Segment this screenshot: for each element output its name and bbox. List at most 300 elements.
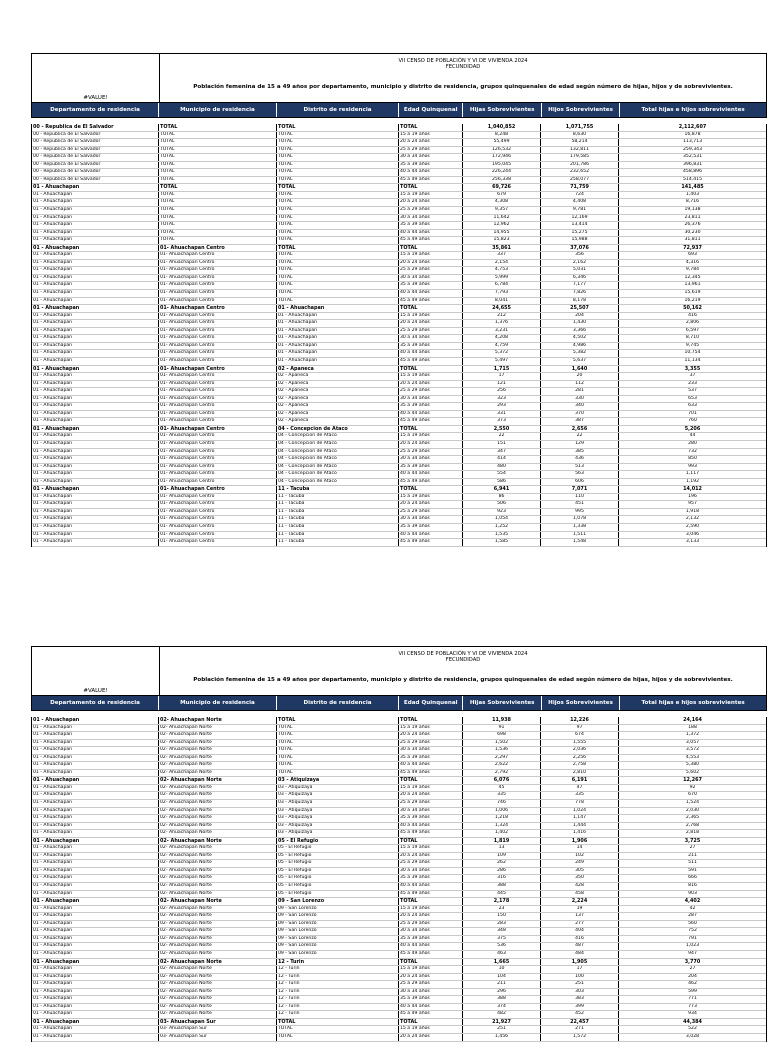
cell-total: 2,590 (685, 523, 700, 529)
cell-departamento: 01 - Ahuachapan (32, 494, 159, 501)
cell-edad: 30 a 34 años (399, 989, 463, 996)
cell-hijos: 12,169 (541, 215, 619, 222)
corner-value: #VALUE! (83, 688, 108, 694)
cell-departamento: 01 - Ahuachapan (32, 838, 159, 845)
table-row (32, 433, 766, 441)
cell-total: 816 (688, 883, 697, 889)
cell-departamento: 01 - Ahuachapan (32, 396, 159, 403)
cell-municipio: 01- Ahuachapan Centro (159, 343, 277, 350)
column-header-hijos: Hijos Sobrevivientes (542, 696, 620, 710)
column-header-hijas: Hijas Sobrevivientes (463, 696, 541, 710)
cell-departamento: 01 - Ahuachapan (32, 1019, 159, 1026)
cell-departamento: 01 - Ahuachapan (32, 305, 159, 312)
cell-municipio: 02- Ahuachapan Norte (159, 725, 277, 732)
table-row (32, 936, 766, 944)
cell-hijas: 21,927 (463, 1019, 541, 1026)
column-header-departamento: Departamento de residencia (32, 103, 159, 117)
cell-hijos: 387 (541, 418, 619, 425)
cell-municipio: TOTAL (159, 222, 277, 229)
table-row (32, 162, 766, 170)
cell-hijas: 1,376 (463, 320, 541, 327)
table-row (32, 260, 766, 268)
cell-hijas: 3,231 (463, 328, 541, 335)
cell-hijos: 19 (541, 906, 619, 913)
cell-hijos: 1,444 (541, 823, 619, 830)
cell-municipio: 02- Ahuachapan Norte (159, 830, 277, 837)
cell-hijas: 17 (463, 373, 541, 380)
cell-distrito: 11 - Tacuba (277, 516, 399, 523)
cell-hijas: 2,622 (463, 762, 541, 769)
cell-departamento: 01 - Ahuachapan (32, 747, 159, 754)
cell-hijos: 2,256 (541, 755, 619, 762)
cell-distrito: 11 - Tacuba (277, 532, 399, 539)
cell-distrito: 03 - Atiquizaya (277, 808, 399, 815)
cell-departamento: 01 - Ahuachapan (32, 313, 159, 320)
cell-hijos: 271 (541, 1026, 619, 1033)
cell-municipio: 02- Ahuachapan Norte (159, 717, 277, 724)
table-row (32, 494, 766, 502)
cell-edad: TOTAL (399, 838, 463, 845)
cell-edad: TOTAL (399, 245, 463, 252)
cell-hijas: 226,244 (463, 169, 541, 176)
cell-municipio: 02- Ahuachapan Norte (159, 792, 277, 799)
cell-total: 3,725 (684, 837, 701, 844)
cell-hijos: 385 (541, 449, 619, 456)
cell-municipio: 02- Ahuachapan Norte (159, 1004, 277, 1011)
cell-distrito: TOTAL (277, 230, 399, 237)
cell-total: 1,372 (685, 732, 700, 738)
cell-distrito: TOTAL (277, 1026, 399, 1033)
cell-municipio: TOTAL (159, 230, 277, 237)
cell-departamento: 00 - Republica de El Salvador (32, 124, 159, 131)
cell-total: 3,028 (685, 1033, 700, 1039)
cell-hijos: 58,214 (541, 139, 619, 146)
cell-total: 37 (689, 373, 696, 379)
cell-edad: 15 a 19 años (399, 1026, 463, 1033)
cell-hijos: 37,076 (541, 245, 619, 252)
cell-departamento: 01 - Ahuachapan (32, 959, 159, 966)
cell-total: 15,619 (684, 290, 701, 296)
cell-municipio: 02- Ahuachapan Norte (159, 747, 277, 754)
cell-municipio: 01- Ahuachapan Centro (159, 252, 277, 259)
cell-total: 8,716 (685, 199, 700, 205)
cell-total: 666 (688, 875, 697, 881)
cell-total: 2,818 (685, 830, 700, 836)
cell-distrito: 12 - Turin (277, 981, 399, 988)
cell-edad: 25 a 29 años (399, 267, 463, 274)
cell-edad: 25 a 29 años (399, 921, 463, 928)
cell-total: 2,030 (685, 807, 700, 813)
cell-total: 1,023 (685, 943, 700, 949)
table-row (32, 800, 766, 808)
cell-hijas: 126,532 (463, 147, 541, 154)
cell-departamento: 01 - Ahuachapan (32, 358, 159, 365)
cell-distrito: 01 - Ahuachapan (277, 320, 399, 327)
cell-total: 19,138 (684, 207, 701, 213)
cell-municipio: 02- Ahuachapan Norte (159, 755, 277, 762)
cell-total: 1,117 (685, 471, 700, 477)
cell-hijas: 1,585 (463, 539, 541, 546)
cell-hijas: 2,178 (463, 898, 541, 905)
table-subtotal-row (32, 1019, 766, 1027)
cell-edad: 45 a 49 años (399, 479, 463, 486)
cell-departamento: 01 - Ahuachapan (32, 350, 159, 357)
cell-municipio: 01- Ahuachapan Centro (159, 449, 277, 456)
cell-distrito: TOTAL (277, 215, 399, 222)
cell-hijas: 746 (463, 800, 541, 807)
cell-hijos: 1,548 (541, 539, 619, 546)
cell-total: 24,164 (683, 717, 702, 723)
cell-distrito: 11 - Tacuba (277, 509, 399, 516)
column-header-distrito: Distrito de residencia (277, 696, 399, 710)
cell-departamento: 01 - Ahuachapan (32, 898, 159, 905)
cell-municipio: 02- Ahuachapan Norte (159, 777, 277, 784)
cell-edad: 15 a 19 años (399, 373, 463, 380)
cell-hijas: 2,550 (463, 426, 541, 433)
cell-hijos: 15,988 (541, 237, 619, 244)
cell-total: 287 (688, 913, 697, 919)
cell-hijos: 428 (541, 883, 619, 890)
cell-distrito: 03 - Atiquizaya (277, 823, 399, 830)
cell-edad: 45 a 49 años (399, 830, 463, 837)
table-row (32, 358, 766, 366)
table-row (32, 951, 766, 959)
cell-edad: 20 a 24 años (399, 501, 463, 508)
cell-hijas: 316 (463, 875, 541, 882)
cell-municipio: 02- Ahuachapan Norte (159, 913, 277, 920)
cell-departamento: 01 - Ahuachapan (32, 981, 159, 988)
cell-municipio: 01- Ahuachapan Centro (159, 388, 277, 395)
cell-departamento: 01 - Ahuachapan (32, 830, 159, 837)
cell-municipio: 02- Ahuachapan Norte (159, 906, 277, 913)
cell-municipio: 02- Ahuachapan Norte (159, 921, 277, 928)
cell-distrito: 03 - Atiquizaya (277, 777, 399, 784)
cell-hijos: 14 (541, 845, 619, 852)
table-row (32, 875, 766, 883)
cell-municipio: 01- Ahuachapan Centro (159, 418, 277, 425)
cell-hijos: 513 (541, 464, 619, 471)
cell-edad: 40 a 44 años (399, 471, 463, 478)
cell-hijos: 232,652 (541, 169, 619, 176)
cell-municipio: 01- Ahuachapan Centro (159, 335, 277, 342)
cell-hijos: 204 (541, 313, 619, 320)
cell-hijas: 554 (463, 471, 541, 478)
table-row (32, 808, 766, 816)
cell-municipio: 02- Ahuachapan Norte (159, 868, 277, 875)
cell-departamento: 01 - Ahuachapan (32, 762, 159, 769)
cell-departamento: 01 - Ahuachapan (32, 845, 159, 852)
cell-total: 396,831 (683, 161, 702, 167)
cell-hijos: 340 (541, 403, 619, 410)
table-subtotal-row (32, 898, 766, 906)
cell-hijas: 8,248 (463, 132, 541, 139)
cell-hijas: 586 (463, 479, 541, 486)
cell-edad: 20 a 24 años (399, 320, 463, 327)
cell-hijos: 7,826 (541, 290, 619, 297)
cell-departamento: 01 - Ahuachapan (32, 974, 159, 981)
table-row (32, 815, 766, 823)
cell-edad: 35 a 39 años (399, 222, 463, 229)
corner-value: #VALUE! (83, 95, 108, 101)
cell-total: 10,754 (684, 350, 701, 356)
cell-municipio: 01- Ahuachapan Centro (159, 350, 277, 357)
cell-distrito: TOTAL (277, 755, 399, 762)
cell-distrito: TOTAL (277, 762, 399, 769)
cell-edad: 40 a 44 años (399, 169, 463, 176)
cell-edad: 25 a 29 años (399, 449, 463, 456)
cell-distrito: TOTAL (277, 1019, 399, 1026)
cell-municipio: 02- Ahuachapan Norte (159, 974, 277, 981)
cell-municipio: 01- Ahuachapan Centro (159, 524, 277, 531)
table-row (32, 403, 766, 411)
cell-edad: 30 a 34 años (399, 868, 463, 875)
cell-distrito: 04 - Concepcion de Ataco (277, 464, 399, 471)
cell-hijos: 132,811 (541, 147, 619, 154)
cell-total: 12,345 (684, 274, 701, 280)
cell-hijas: 4,759 (463, 343, 541, 350)
cell-hijos: 9,781 (541, 207, 619, 214)
cell-edad: 30 a 34 años (399, 808, 463, 815)
cell-total: 771 (688, 996, 697, 1002)
column-header-hijas: Hijas Sobrevivientes (463, 103, 541, 117)
cell-total: 8,710 (685, 335, 700, 341)
cell-edad: 30 a 34 años (399, 747, 463, 754)
table-sheet-1 (31, 53, 767, 547)
column-header-total: Total hijas e hijos sobrevivientes (641, 107, 745, 113)
cell-total: 3,046 (685, 531, 700, 537)
cell-hijas: 335 (463, 792, 541, 799)
table-row (32, 732, 766, 740)
table-row (32, 282, 766, 290)
cell-hijos: 17 (541, 966, 619, 973)
table-row (32, 320, 766, 328)
cell-hijas: 4,208 (463, 335, 541, 342)
cell-hijos: 110 (541, 494, 619, 501)
cell-hijas: 9,357 (463, 207, 541, 214)
table-body (31, 717, 767, 1042)
column-header-total: Total hijas e hijos sobrevivientes (641, 700, 745, 706)
cell-municipio: TOTAL (159, 139, 277, 146)
cell-municipio: 01- Ahuachapan Centro (159, 313, 277, 320)
cell-hijas: 698 (463, 732, 541, 739)
cell-edad: 35 a 39 años (399, 464, 463, 471)
cell-edad: 45 a 49 años (399, 298, 463, 305)
cell-distrito: TOTAL (277, 717, 399, 724)
cell-total: 12,267 (683, 777, 702, 784)
column-header-edad: Edad Quinquenal (399, 696, 463, 710)
table-row (32, 464, 766, 472)
cell-total: 560 (688, 920, 697, 926)
cell-hijas: 463 (463, 951, 541, 958)
cell-hijos: 330 (541, 396, 619, 403)
cell-total: 462 (688, 981, 697, 987)
cell-hijas: 212 (463, 313, 541, 320)
cell-distrito: 09 - San Lorenzo (277, 898, 399, 905)
table-sheet-2 (31, 646, 767, 1042)
cell-hijos: 3,366 (541, 328, 619, 335)
table-row (32, 966, 766, 974)
cell-edad: 40 a 44 años (399, 350, 463, 357)
cell-departamento: 01 - Ahuachapan (32, 252, 159, 259)
cell-municipio: 01- Ahuachapan Centro (159, 381, 277, 388)
table-subtotal-row (32, 486, 766, 494)
cell-hijos: 71,759 (541, 184, 619, 191)
cell-edad: 45 a 49 años (399, 951, 463, 958)
cell-hijas: 506 (463, 501, 541, 508)
table-row (32, 335, 766, 343)
cell-municipio: 02- Ahuachapan Norte (159, 732, 277, 739)
cell-edad: TOTAL (399, 1019, 463, 1026)
cell-departamento: 01 - Ahuachapan (32, 343, 159, 350)
cell-municipio: 02- Ahuachapan Norte (159, 928, 277, 935)
cell-total: 16,878 (684, 131, 701, 137)
cell-distrito: TOTAL (277, 139, 399, 146)
cell-total: 1,918 (685, 508, 700, 514)
cell-total: 92 (689, 784, 696, 790)
table-subtotal-row (32, 184, 766, 192)
cell-hijos: 277 (541, 921, 619, 928)
cell-hijas: 1,218 (463, 815, 541, 822)
cell-departamento: 01 - Ahuachapan (32, 403, 159, 410)
cell-hijas: 55,499 (463, 139, 541, 146)
cell-total: 653 (688, 395, 697, 401)
table-row (32, 996, 766, 1004)
cell-hijas: 251 (463, 1026, 541, 1033)
cell-distrito: 05 - El Refugio (277, 891, 399, 898)
cell-distrito: 02 - Apaneca (277, 381, 399, 388)
cell-distrito: TOTAL (277, 184, 399, 191)
cell-distrito: TOTAL (277, 169, 399, 176)
cell-departamento: 00 - Republica de El Salvador (32, 139, 159, 146)
cell-edad: 15 a 19 años (399, 192, 463, 199)
table-row (32, 192, 766, 200)
cell-hijos: 303 (541, 989, 619, 996)
cell-hijos: 2,758 (541, 762, 619, 769)
cell-total: 850 (688, 456, 697, 462)
cell-distrito: 02 - Apaneca (277, 373, 399, 380)
cell-departamento: 01 - Ahuachapan (32, 785, 159, 792)
cell-distrito: TOTAL (277, 740, 399, 747)
table-header-block (31, 53, 767, 102)
cell-edad: 15 a 19 años (399, 785, 463, 792)
cell-hijas: 4,753 (463, 267, 541, 274)
cell-hijas: 6,941 (463, 486, 541, 493)
cell-municipio: TOTAL (159, 169, 277, 176)
table-row (32, 1026, 766, 1034)
cell-departamento: 01 - Ahuachapan (32, 441, 159, 448)
cell-municipio: 03- Ahuachapan Sur (159, 1019, 277, 1026)
cell-hijas: 10 (463, 966, 541, 973)
cell-departamento: 01 - Ahuachapan (32, 282, 159, 289)
cell-distrito: TOTAL (277, 237, 399, 244)
table-row (32, 823, 766, 831)
cell-departamento: 01 - Ahuachapan (32, 184, 159, 191)
cell-departamento: 01 - Ahuachapan (32, 237, 159, 244)
cell-hijas: 1,535 (463, 532, 541, 539)
cell-municipio: 01- Ahuachapan Centro (159, 471, 277, 478)
table-row (32, 328, 766, 336)
cell-edad: 15 a 19 años (399, 252, 463, 259)
cell-distrito: 04 - Concepcion de Ataco (277, 426, 399, 433)
cell-hijos: 4,408 (541, 199, 619, 206)
cell-total: 903 (688, 890, 697, 896)
cell-distrito: TOTAL (277, 207, 399, 214)
table-row (32, 456, 766, 464)
table-row (32, 509, 766, 517)
cell-hijos: 724 (541, 192, 619, 199)
census-title: VII CENSO DE POBLACIÓN Y VI DE VIVIENDA 2024 (398, 58, 528, 64)
table-row (32, 883, 766, 891)
cell-municipio: TOTAL (159, 192, 277, 199)
cell-municipio: 01- Ahuachapan Centro (159, 260, 277, 267)
table-subtotal-row (32, 305, 766, 313)
cell-hijas: 373 (463, 418, 541, 425)
table-row (32, 785, 766, 793)
table-subtotal-row (32, 777, 766, 785)
cell-edad: 30 a 34 años (399, 928, 463, 935)
cell-municipio: TOTAL (159, 215, 277, 222)
cell-distrito: 04 - Concepcion de Ataco (277, 441, 399, 448)
cell-edad: TOTAL (399, 426, 463, 433)
cell-departamento: 01 - Ahuachapan (32, 875, 159, 882)
cell-total: 760 (688, 418, 697, 424)
cell-departamento: 01 - Ahuachapan (32, 388, 159, 395)
cell-hijas: 480 (463, 464, 541, 471)
cell-total: 670 (688, 792, 697, 798)
cell-municipio: 02- Ahuachapan Norte (159, 1011, 277, 1018)
cell-distrito: TOTAL (277, 1034, 399, 1041)
table-row (32, 381, 766, 389)
cell-edad: 45 a 49 años (399, 770, 463, 777)
cell-hijos: 1,338 (541, 524, 619, 531)
table-row (32, 177, 766, 185)
cell-total: 3,572 (685, 747, 700, 753)
cell-departamento: 01 - Ahuachapan (32, 717, 159, 724)
cell-distrito: 11 - Tacuba (277, 501, 399, 508)
cell-distrito: TOTAL (277, 732, 399, 739)
cell-distrito: 09 - San Lorenzo (277, 913, 399, 920)
cell-total: 113,713 (683, 139, 702, 145)
cell-edad: 20 a 24 años (399, 1034, 463, 1041)
cell-distrito: 01 - Ahuachapan (277, 358, 399, 365)
cell-departamento: 01 - Ahuachapan (32, 298, 159, 305)
cell-total: 934 (688, 1011, 697, 1017)
table-row (32, 943, 766, 951)
table-row (32, 350, 766, 358)
cell-municipio: 01- Ahuachapan Centro (159, 328, 277, 335)
cell-distrito: 11 - Tacuba (277, 494, 399, 501)
cell-distrito: 02 - Apaneca (277, 366, 399, 373)
cell-total: 4,402 (684, 898, 701, 905)
cell-hijas: 5,497 (463, 358, 541, 365)
cell-edad: 20 a 24 años (399, 381, 463, 388)
cell-departamento: 01 - Ahuachapan (32, 215, 159, 222)
cell-distrito: 04 - Concepcion de Ataco (277, 456, 399, 463)
cell-hijos: 1,572 (541, 1034, 619, 1041)
cell-municipio: TOTAL (159, 147, 277, 154)
cell-total: 188 (688, 724, 697, 730)
cell-hijas: 375 (463, 936, 541, 943)
table-row (32, 252, 766, 260)
cell-municipio: 02- Ahuachapan Norte (159, 785, 277, 792)
cell-departamento: 01 - Ahuachapan (32, 823, 159, 830)
table-row (32, 147, 766, 155)
cell-total: 211 (688, 852, 697, 858)
cell-total: 693 (688, 252, 697, 258)
cell-edad: 40 a 44 años (399, 762, 463, 769)
table-row (32, 215, 766, 223)
cell-hijas: 388 (463, 883, 541, 890)
